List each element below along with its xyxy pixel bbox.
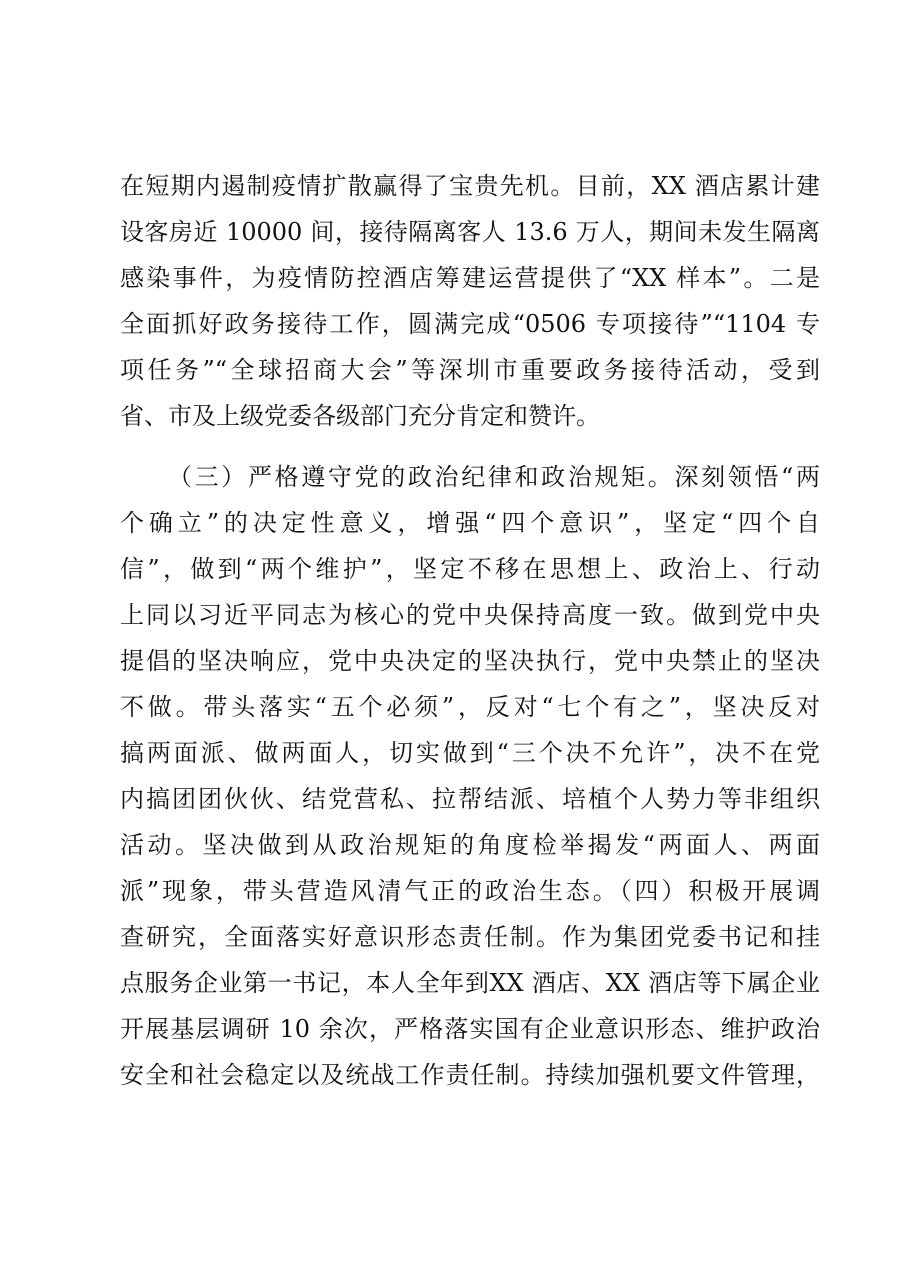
- text-line: 活动。坚决做到从政治规矩的角度检举揭发“两面人、两面: [120, 831, 820, 859]
- text-line: 查研究，全面落实好意识形态责任制。作为集团党委书记和挂: [120, 923, 820, 951]
- paragraph-2: [120, 458, 820, 1102]
- text-line: 搞两面派、做两面人，切实做到“三个决不允许”，决不在党: [120, 739, 820, 767]
- text-line: 提倡的坚决响应，党中央决定的坚决执行，党中央禁止的坚决: [120, 647, 820, 675]
- text-line: 省、市及上级党委各级部门充分肯定和赞许。: [120, 402, 600, 430]
- text-line: 上同以习近平同志为核心的党中央保持高度一致。做到党中央: [120, 601, 820, 629]
- text-line: 设客房近 10000 间，接待隔离客人 13.6 万人，期间未发生隔离: [120, 218, 820, 246]
- text-line: 不做。带头落实“五个必须”，反对“七个有之”，坚决反对: [120, 693, 820, 721]
- paragraph-1: [120, 167, 820, 443]
- text-line: 全面抓好政务接待工作，圆满完成“0506 专项接待”“1104 专: [120, 310, 820, 338]
- text-line: 在短期内遏制疫情扩散赢得了宝贵先机。目前，XX 酒店累计建: [120, 172, 820, 200]
- text-line: 安全和社会稳定以及统战工作责任制。持续加强机要文件管理，: [120, 1061, 820, 1089]
- text-line: （三）严格遵守党的政治纪律和政治规矩。深刻领悟“两: [168, 463, 820, 491]
- text-line: 开展基层调研 10 余次，严格落实国有企业意识形态、维护政治: [120, 1015, 820, 1043]
- text-line: 点服务企业第一书记，本人全年到XX 酒店、XX 酒店等下属企业: [120, 969, 820, 997]
- text-line: 派”现象，带头营造风清气正的政治生态。（四）积极开展调: [120, 877, 820, 905]
- text-line: 个确立”的决定性意义，增强“四个意识”，坚定“四个自: [120, 509, 820, 537]
- text-line: 信”，做到“两个维护”，坚定不移在思想上、政治上、行动: [120, 555, 820, 583]
- text-line: 内搞团团伙伙、结党营私、拉帮结派、培植个人势力等非组织: [120, 785, 820, 813]
- text-line: 感染事件，为疫情防控酒店筹建运营提供了“XX 样本”。二是: [120, 264, 820, 292]
- text-line: 项任务”“全球招商大会”等深圳市重要政务接待活动，受到: [120, 356, 820, 384]
